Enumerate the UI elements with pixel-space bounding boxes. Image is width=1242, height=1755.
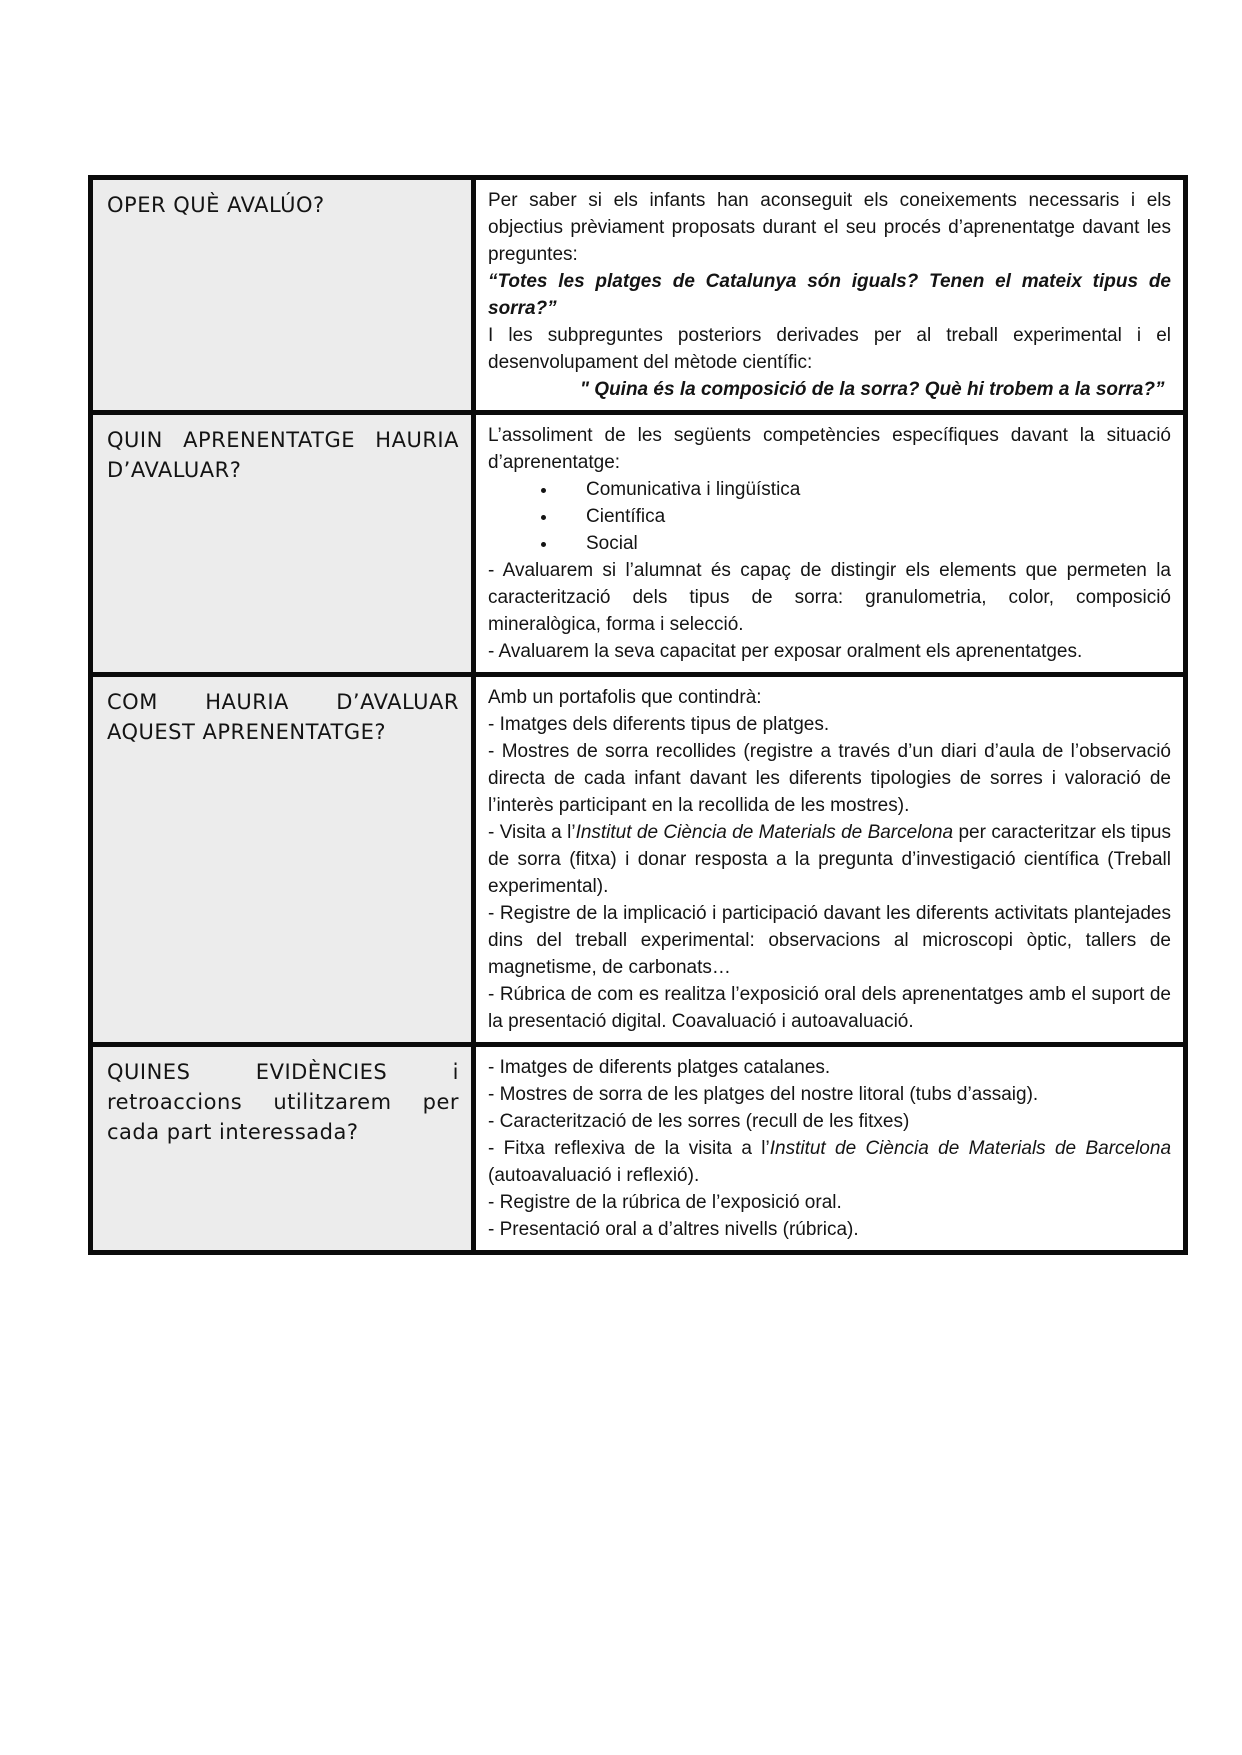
answer-paragraph: - Caracterització de les sorres (recull de les fitxes) — [488, 1111, 910, 1132]
question-cell-why-evaluate — [91, 178, 474, 413]
answer-paragraph: - Imatges dels diferents tipus de platges. — [488, 714, 830, 735]
question-text: COM HAURIA D’AVALUAR AQUEST APRENENTATGE? — [107, 690, 459, 744]
list-item: • Científica — [558, 503, 1171, 530]
question-cell-what-learning — [91, 413, 474, 675]
table-row-why-evaluate — [91, 178, 1186, 413]
answer-cell-evidence — [474, 1045, 1186, 1253]
research-question-quote: “Totes les platges de Catalunya són iguals? Tenen el mateix tipus de sorra?” — [488, 271, 1171, 319]
institution-name: Institut de Ciència de Materials de Barcelona — [575, 822, 954, 843]
answer-paragraph — [488, 1135, 1171, 1189]
answer-paragraph: - Mostres de sorra de les platges del nostre litoral (tubs d’assaig). — [488, 1084, 1039, 1105]
answer-paragraph: - Rúbrica de com es realitza l’exposició oral dels aprenentatges amb el suport de la presentació digital. Coavaluació i autoavaluació. — [488, 984, 1171, 1032]
answer-paragraph: - Presentació oral a d’altres nivells (rúbrica). — [488, 1219, 859, 1240]
answer-paragraph — [488, 819, 1171, 900]
list-item: • Social — [558, 530, 1171, 557]
answer-paragraph: - Registre de la rúbrica de l’exposició oral. — [488, 1192, 842, 1213]
table-row-how-evaluate — [91, 675, 1186, 1045]
institution-name: Institut de Ciència de Materials de Barcelona — [769, 1138, 1172, 1159]
subquestion-quote: " Quina és la composició de la sorra? Què hi trobem a la sorra?” — [580, 379, 1165, 400]
answer-cell-why-evaluate — [474, 178, 1186, 413]
answer-paragraph: - Registre de la implicació i participació davant les diferents activitats plantejades dins del treball experimental: observacions al microscopi òptic, tallers de magnetisme, de carbonats… — [488, 903, 1171, 978]
text-segment: per caracteritzar els tipus de sorra (fitxa) i donar resposta a la pregunta d’investigació científica (Treball experimental). — [488, 822, 1171, 897]
text-segment: (autoavaluació i reflexió). — [488, 1165, 700, 1186]
text-segment: - Fitxa reflexiva de la visita a l’ — [488, 1138, 770, 1159]
answer-paragraph: I les subpreguntes posteriors derivades per al treball experimental i el desenvolupament del mètode científic: — [488, 325, 1171, 373]
text-segment: - Visita a l’ — [488, 822, 576, 843]
answer-paragraph: Per saber si els infants han aconseguit els coneixements necessaris i els objectius prèviament proposats durant el seu procés d’aprenentatge davant les preguntes: — [488, 190, 1171, 265]
question-text: OPER QUÈ AVALÚO? — [107, 193, 325, 217]
answer-cell-how-evaluate — [474, 675, 1186, 1045]
table-row-what-learning — [91, 413, 1186, 675]
question-text: QUIN APRENENTATGE HAURIA D’AVALUAR? — [107, 428, 459, 482]
evaluation-table — [88, 175, 1188, 1255]
list-item: • Comunicativa i lingüística — [558, 476, 1171, 503]
answer-paragraph: - Mostres de sorra recollides (registre a través d’un diari d’aula de l’observació directa de cada infant davant les diferents tipologies de sorres i valoració de l’interès participant en la recollida de les mostres). — [488, 741, 1171, 816]
answer-paragraph: - Imatges de diferents platges catalanes. — [488, 1057, 831, 1078]
question-text: QUINES EVIDÈNCIES i retroaccions utilitzarem per cada part interessada? — [107, 1060, 459, 1144]
answer-paragraph: L’assoliment de les següents competències específiques davant la situació d’aprenentatge: — [488, 425, 1171, 473]
competencies-list — [488, 476, 1171, 557]
answer-cell-what-learning — [474, 413, 1186, 675]
question-cell-how-evaluate — [91, 675, 474, 1045]
table-row-evidence — [91, 1045, 1186, 1253]
answer-paragraph: - Avaluarem la seva capacitat per exposar oralment els aprenentatges. — [488, 641, 1083, 662]
answer-paragraph: Amb un portafolis que contindrà: — [488, 687, 762, 708]
answer-paragraph: - Avaluarem si l’alumnat és capaç de distingir els elements que permeten la caracterització dels tipus de sorra: granulometria, color, composició mineralògica, forma i selecció. — [488, 560, 1171, 635]
question-cell-evidence — [91, 1045, 474, 1253]
